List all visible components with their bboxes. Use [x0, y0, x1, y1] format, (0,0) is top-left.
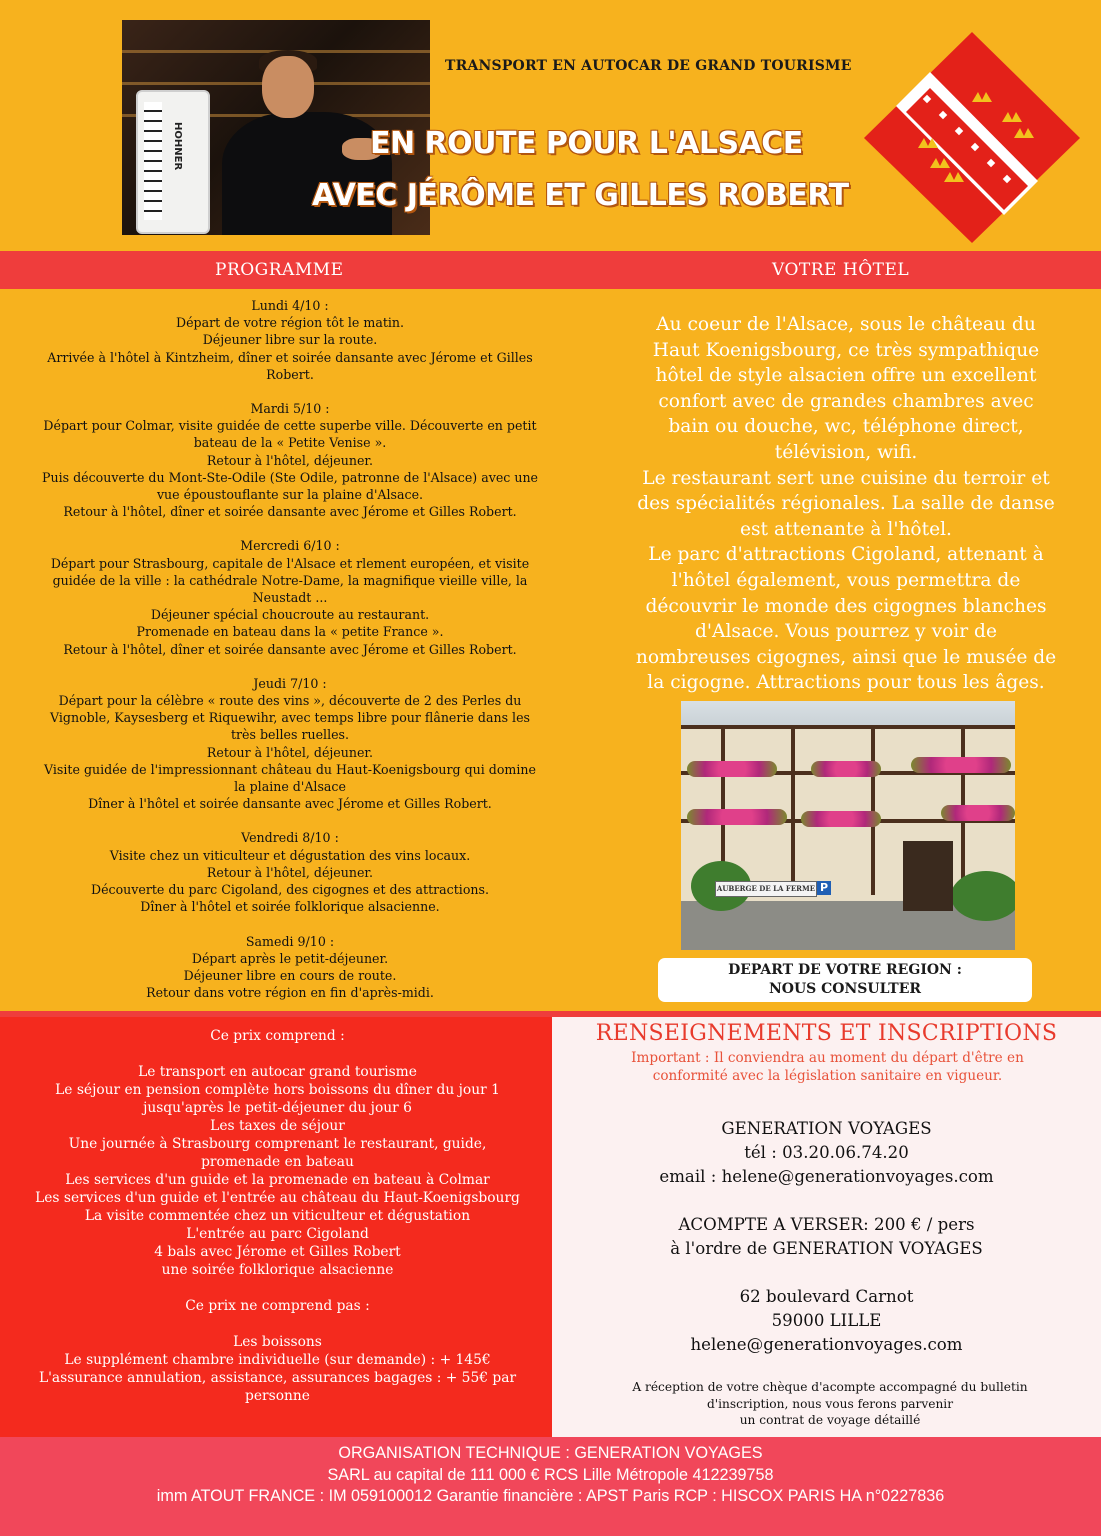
programme-day-line: Déjeuner libre en cours de route. [183, 967, 397, 983]
hotel-description-line: hôtel de style alsacien offre un excellent [655, 365, 1037, 387]
accordion-brand-text: HOHNER [172, 122, 183, 171]
transport-tagline: TRANSPORT EN AUTOCAR DE GRAND TOURISME [445, 58, 852, 74]
programme-day-line: Départ pour Colmar, visite guidée de cette superbe ville. Découverte en petit [43, 418, 537, 434]
prix-ne-comprend-title: Ce prix ne comprend pas : [185, 1298, 370, 1314]
hotel-description [618, 312, 1074, 696]
programme-day-line: Neustadt ... [252, 590, 328, 606]
hotel-description-line: l'hôtel également, vous permettra de [671, 569, 1021, 591]
programme-day-line: Départ pour la célèbre « route des vins », découverte de 2 des Perles du [58, 693, 522, 709]
hotel-description-line: confort avec de grandes chambres avec [658, 390, 1034, 412]
hotel-sign: AUBERGE DE LA FERME [715, 881, 817, 897]
info-footer-note [590, 1379, 1070, 1429]
note-line-3: un contrat de voyage détaillé [739, 1413, 921, 1427]
main-title-line-1: EN ROUTE POUR L'ALSACE [370, 126, 803, 161]
programme-day-date: Lundi 4/10 : [251, 298, 329, 313]
address-street: 62 boulevard Carnot [739, 1287, 914, 1306]
section-headings-band [0, 251, 1101, 289]
programme-day-line: Déjeuner libre sur la route. [202, 332, 378, 348]
prix-comprend-item: promenade en bateau [201, 1154, 354, 1170]
prix-ne-comprend-item: personne [245, 1388, 310, 1404]
parking-sign-icon: P [817, 881, 831, 895]
prix-text [20, 1027, 535, 1405]
programme-day-line: vue époustouflante sur la plaine d'Alsace. [156, 487, 424, 503]
hotel-description-line: d'Alsace. Vous pourrez y voir de [695, 621, 997, 643]
hotel-description-line: Au coeur de l'Alsace, sous le château du [656, 314, 1036, 335]
programme-day [25, 400, 555, 520]
programme-day-line: Robert. [266, 366, 314, 382]
accordion-image [136, 90, 210, 234]
programme-day-line: Déjeuner spécial choucroute au restaurant. [150, 607, 430, 623]
programme-day [25, 297, 555, 383]
programme-day-line: Départ après le petit-déjeuner. [191, 950, 389, 966]
programme-day-date: Mardi 5/10 : [250, 401, 330, 417]
info-important-note [580, 1049, 1075, 1085]
email-address[interactable]: email : helene@generationvoyages.com [659, 1167, 994, 1186]
programme-day-line: Puis découverte du Mont-Ste-Odile (Ste Odile, patronne de l'Alsace) avec une [41, 469, 539, 485]
programme-day-line: Départ pour Strasbourg, capitale de l'Alsace et rlement européen, et visite [50, 555, 530, 571]
footer-line-3: imm ATOUT FRANCE : IM 059100012 Garantie financière : APST Paris RCP : HISCOX PARIS HA n°0227836 [156, 1487, 945, 1506]
prix-comprend-item: Le séjour en pension complète hors boissons du dîner du jour 1 [55, 1082, 500, 1098]
footer-line-1: ORGANISATION TECHNIQUE : GENERATION VOYAGES [338, 1444, 763, 1462]
programme-heading: PROGRAMME [215, 260, 344, 280]
programme-day-date: Vendredi 8/10 : [241, 830, 339, 846]
prix-comprend-item: une soirée folklorique alsacienne [161, 1262, 394, 1278]
programme-day-line: Promenade en bateau dans la « petite France ». [136, 624, 444, 640]
programme-day-date: Mercredi 6/10 : [240, 538, 340, 554]
prix-comprend-title: Ce prix comprend : [210, 1028, 345, 1044]
hotel-description-line: la cigogne. Attractions pour tous les âges. [647, 672, 1045, 694]
info-contact [552, 1117, 1101, 1357]
programme-day-date: Samedi 9/10 : [245, 933, 335, 949]
programme-day-line: la plaine d'Alsace [234, 779, 346, 795]
hotel-description-line: découvrir le monde des cigognes blanches [645, 595, 1047, 617]
footer-line-2: SARL au capital de 111 000 € RCS Lille Métropole 412239758 [327, 1465, 774, 1484]
prix-ne-comprend-item: Les boissons [233, 1334, 322, 1350]
prix-ne-comprend-item: Le supplément chambre individuelle (sur demande) : + 145€ [64, 1352, 491, 1368]
hotel-description-line: Le restaurant sert une cuisine du terroir et [642, 467, 1050, 489]
programme-day [25, 933, 555, 1002]
programme-list [25, 297, 555, 1018]
programme-day-line: Dîner à l'hôtel et soirée folklorique alsacienne. [140, 899, 440, 915]
acompte-payee: à l'ordre de GENERATION VOYAGES [670, 1239, 983, 1258]
depart-line-2: NOUS CONSULTER [768, 981, 922, 997]
programme-day-line: Retour à l'hôtel, dîner et soirée dansante avec Jérome et Gilles Robert. [63, 504, 517, 520]
programme-day [25, 537, 555, 657]
programme-day-line: bateau de la « Petite Venise ». [193, 435, 387, 451]
footer-text [0, 1443, 1101, 1508]
note-line-2: d'inscription, nous vous ferons parvenir [706, 1396, 954, 1411]
programme-day-line: Départ de votre région tôt le matin. [175, 315, 405, 331]
hotel-description-line: Haut Koenigsbourg, ce très sympathique [652, 339, 1040, 361]
prix-comprend-item: Les services d'un guide et la promenade en bateau à Colmar [65, 1172, 490, 1188]
programme-day-line: guidée de la ville : la cathédrale Notre-Dame, la magnifique vieille ville, la [52, 572, 528, 588]
hotel-description-line: est attenante à l'hôtel. [740, 518, 952, 540]
info-title: RENSEIGNEMENTS ET INSCRIPTIONS [595, 1021, 1058, 1046]
programme-day-line: Retour à l'hôtel, déjeuner. [206, 452, 374, 468]
hotel-heading: VOTRE HÔTEL [772, 260, 910, 280]
address-city: 59000 LILLE [771, 1311, 882, 1330]
programme-day-line: Dîner à l'hôtel et soirée dansante avec Jérome et Gilles Robert. [88, 796, 492, 812]
important-line-2: conformité avec la législation sanitaire en vigueur. [652, 1068, 1003, 1084]
address-email[interactable]: helene@generationvoyages.com [690, 1335, 963, 1354]
company-name: GENERATION VOYAGES [721, 1119, 932, 1138]
prix-comprend-item: Les services d'un guide et l'entrée au château du Haut-Koenigsbourg [35, 1190, 520, 1206]
prix-comprend-item: L'entrée au parc Cigoland [186, 1226, 369, 1242]
programme-day-line: Visite guidée de l'impressionnant château du Haut-Koenigsbourg qui domine [44, 761, 536, 777]
alsace-coat-of-arms-icon [862, 30, 1082, 245]
hotel-photo [681, 701, 1015, 950]
programme-day-line: Découverte du parc Cigoland, des cigognes et des attractions. [90, 882, 489, 898]
note-line-1: A réception de votre chèque d'acompte accompagné du bulletin [632, 1380, 1028, 1394]
programme-day-line: Retour à l'hôtel, déjeuner. [206, 864, 374, 880]
programme-day [25, 675, 555, 813]
programme-day-line: très belles ruelles. [230, 727, 350, 743]
hotel-description-line: nombreuses cigognes, ainsi que le musée de [635, 646, 1057, 668]
prix-comprend-item: Une journée à Strasbourg comprenant le restaurant, guide, [68, 1136, 487, 1152]
programme-day-date: Jeudi 7/10 : [253, 675, 327, 691]
programme-day-line: Retour dans votre région en fin d'après-midi. [146, 985, 434, 1001]
hotel-description-line: des spécialités régionales. La salle de danse [637, 493, 1055, 515]
acompte-amount: ACOMPTE A VERSER: 200 € / pers [678, 1215, 975, 1234]
main-title-line-2: AVEC JÉRÔME ET GILLES ROBERT [312, 178, 849, 213]
prix-comprend-item: Le transport en autocar grand tourisme [138, 1064, 417, 1080]
programme-day [25, 829, 555, 915]
prix-ne-comprend-item: L'assurance annulation, assistance, assurances bagages : + 55€ par [38, 1370, 517, 1386]
programme-day-line: Retour à l'hôtel, déjeuner. [206, 744, 374, 760]
depart-line-1: DEPART DE VOTRE REGION : [728, 962, 962, 978]
programme-day-line: Vignoble, Kaysesberg et Riquewihr, avec temps libre pour flânerie dans les [50, 710, 530, 726]
programme-day-line: Retour à l'hôtel, dîner et soirée dansante avec Jérome et Gilles Robert. [63, 641, 517, 657]
hotel-description-line: Le parc d'attractions Cigoland, attenant à [648, 544, 1044, 566]
prix-comprend-item: La visite commentée chez un viticulteur et dégustation [84, 1208, 471, 1224]
prix-comprend-item: 4 bals avec Jérome et Gilles Robert [154, 1244, 401, 1260]
prix-comprend-item: jusqu'après le petit-déjeuner du jour 6 [143, 1100, 412, 1116]
programme-day-line: Visite chez un viticulteur et dégustation des vins locaux. [109, 847, 471, 863]
programme-day-line: Arrivée à l'hôtel à Kintzheim, dîner et soirée dansante avec Jérome et Gilles [47, 349, 533, 365]
important-line-1: Important : Il conviendra au moment du départ d'être en [631, 1050, 1024, 1066]
hotel-description-line: bain ou douche, wc, téléphone direct, [668, 416, 1024, 438]
hotel-description-line: télévision, wifi. [774, 441, 918, 463]
depart-notice-box [658, 958, 1032, 1002]
phone-number[interactable]: tél : 03.20.06.74.20 [744, 1143, 909, 1162]
prix-comprend-item: Les taxes de séjour [210, 1118, 345, 1134]
